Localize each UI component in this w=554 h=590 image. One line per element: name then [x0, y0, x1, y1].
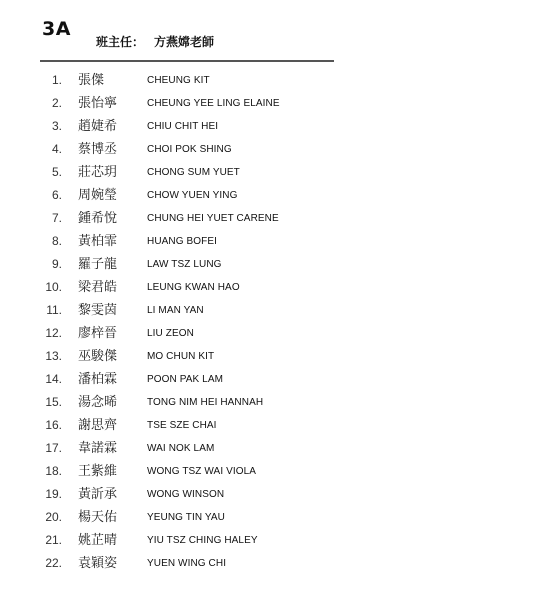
student-number: 8.: [51, 234, 62, 248]
student-number: 11.: [46, 303, 62, 317]
student-row: [0, 437, 554, 460]
student-chinese-name: 蔡博丞: [78, 142, 118, 157]
student-chinese-name: 張怡寧: [78, 96, 118, 111]
student-row: [0, 460, 554, 483]
student-number: 5.: [51, 165, 62, 179]
student-row: [0, 345, 554, 368]
student-number: 10.: [45, 280, 62, 294]
student-number: 20.: [45, 510, 62, 524]
student-english-name: LEUNG KWAN HAO: [147, 282, 240, 293]
student-chinese-name: 巫駿傑: [78, 349, 118, 364]
student-row: [0, 161, 554, 184]
student-english-name: WAI NOK LAM: [147, 443, 215, 454]
student-number: 13.: [45, 349, 62, 363]
student-english-name: WONG WINSON: [147, 489, 225, 500]
student-row: [0, 184, 554, 207]
student-english-name: TONG NIM HEI HANNAH: [147, 397, 264, 408]
student-chinese-name: 羅子龍: [78, 257, 118, 272]
student-english-name: CHONG SUM YUET: [147, 167, 240, 178]
student-chinese-name: 張傑: [78, 73, 105, 88]
student-english-name: YUEN WING CHI: [147, 558, 227, 569]
student-english-name: POON PAK LAM: [147, 374, 224, 385]
student-row: [0, 483, 554, 506]
student-english-name: CHEUNG KIT: [147, 75, 210, 86]
student-chinese-name: 韋諾霖: [78, 441, 118, 456]
student-row: [0, 92, 554, 115]
teacher-name: 方燕嫦老師: [154, 35, 215, 49]
student-english-name: LAW TSZ LUNG: [147, 259, 222, 270]
student-row: [0, 207, 554, 230]
student-row: [0, 506, 554, 529]
student-number: 16.: [45, 418, 62, 432]
student-english-name: CHUNG HEI YUET CARENE: [147, 213, 279, 224]
student-number: 21.: [45, 533, 62, 547]
student-english-name: CHOW YUEN YING: [147, 190, 238, 201]
student-english-name: LI MAN YAN: [147, 305, 204, 316]
student-english-name: WONG TSZ WAI VIOLA: [147, 466, 257, 477]
student-number: 7.: [51, 211, 62, 225]
student-english-name: HUANG BOFEI: [147, 236, 217, 247]
student-number: 1.: [51, 73, 62, 87]
header-divider: [40, 60, 334, 62]
teacher-line: [96, 33, 214, 50]
teacher-label: 班主任：: [96, 35, 145, 49]
student-chinese-name: 潘柏霖: [78, 372, 118, 387]
student-chinese-name: 鍾希悅: [78, 211, 118, 226]
student-chinese-name: 謝思齊: [78, 418, 118, 433]
student-chinese-name: 袁穎姿: [78, 556, 118, 571]
student-number: 19.: [45, 487, 62, 501]
student-chinese-name: 趙婕希: [78, 119, 118, 134]
student-row: [0, 529, 554, 552]
student-row: [0, 138, 554, 161]
student-english-name: YEUNG TIN YAU: [147, 512, 225, 523]
student-row: [0, 230, 554, 253]
student-row: [0, 299, 554, 322]
student-number: 22.: [45, 556, 62, 570]
student-english-name: TSE SZE CHAI: [147, 420, 217, 431]
student-number: 14.: [45, 372, 62, 386]
student-number: 17.: [45, 441, 62, 455]
student-number: 18.: [45, 464, 62, 478]
student-number: 6.: [51, 188, 62, 202]
student-chinese-name: 王紫維: [78, 464, 118, 479]
student-number: 15.: [45, 395, 62, 409]
class-code: 3A: [42, 18, 71, 40]
student-english-name: MO CHUN KIT: [147, 351, 215, 362]
student-row: [0, 253, 554, 276]
student-chinese-name: 黃訢承: [78, 487, 118, 502]
student-number: 12.: [45, 326, 62, 340]
student-number: 3.: [51, 119, 62, 133]
student-number: 2.: [51, 96, 62, 110]
student-row: [0, 322, 554, 345]
student-number: 4.: [51, 142, 62, 156]
student-row: [0, 391, 554, 414]
student-english-name: CHIU CHIT HEI: [147, 121, 219, 132]
student-english-name: LIU ZEON: [147, 328, 194, 339]
student-chinese-name: 黎雯茵: [78, 303, 118, 318]
student-chinese-name: 周婉瑩: [78, 188, 118, 203]
student-chinese-name: 湯念晞: [78, 395, 118, 410]
student-chinese-name: 梁君皓: [78, 280, 118, 295]
student-english-name: CHEUNG YEE LING ELAINE: [147, 98, 280, 109]
student-row: [0, 69, 554, 92]
student-chinese-name: 廖梓晉: [78, 326, 118, 341]
student-row: [0, 115, 554, 138]
student-english-name: CHOI POK SHING: [147, 144, 232, 155]
student-row: [0, 276, 554, 299]
student-chinese-name: 楊天佑: [78, 510, 118, 525]
student-chinese-name: 姚芷晴: [78, 533, 118, 548]
student-chinese-name: 莊芯玥: [78, 165, 118, 180]
student-row: [0, 368, 554, 391]
student-chinese-name: 黃柏霏: [78, 234, 118, 249]
student-list: [0, 69, 554, 575]
student-row: [0, 552, 554, 575]
student-number: 9.: [51, 257, 62, 271]
student-english-name: YIU TSZ CHING HALEY: [147, 535, 258, 546]
student-row: [0, 414, 554, 437]
